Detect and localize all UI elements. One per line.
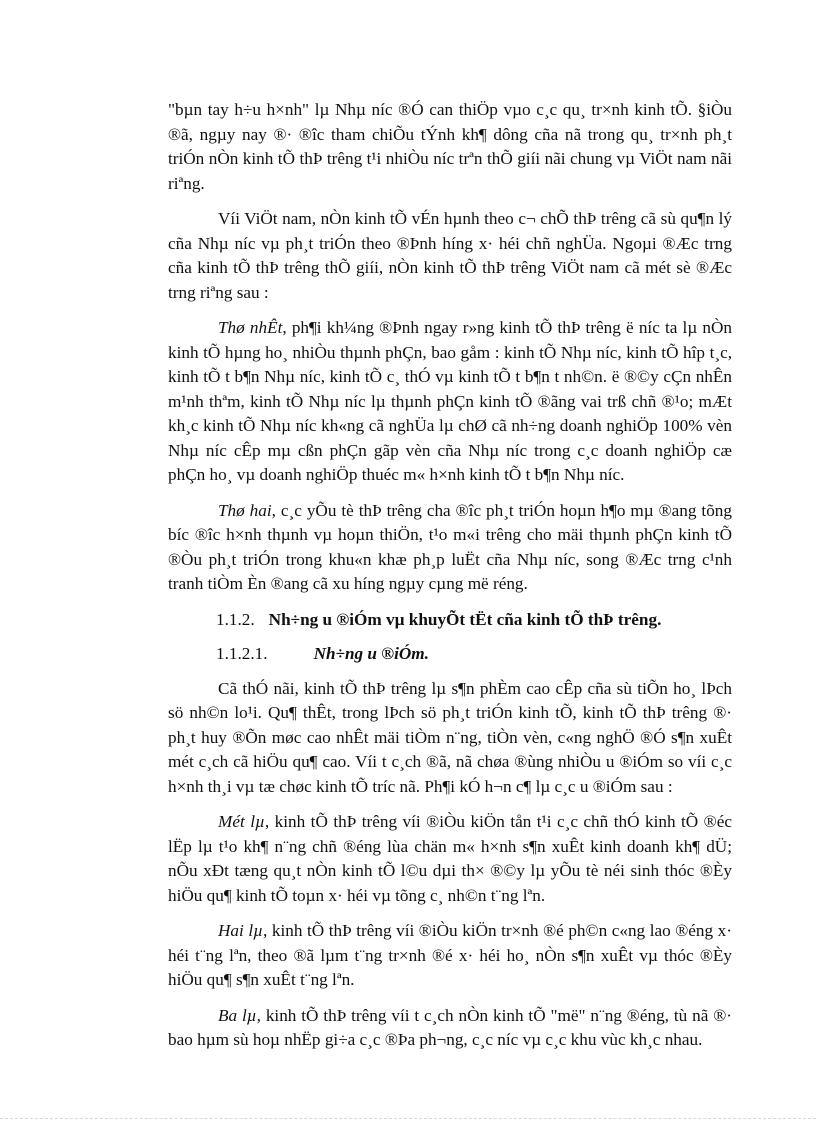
paragraph-4-lead: Thø hai — [218, 500, 272, 520]
paragraph-4 — [168, 499, 732, 597]
paragraph-8 — [168, 1004, 732, 1053]
paragraph-3-lead: Thø nhÊt — [218, 318, 283, 337]
document-body — [168, 98, 732, 1064]
paragraph-3 — [168, 316, 732, 488]
paragraph-4-text: , c¸c yÕu tè thÞ trêng cha ®îc ph¸t triÓn hoµn h¶o mµ ®ang tõng bíc ®îc h×nh thµnh vµ hoµn thiÖn, t¹o m«i trêng cho mäi thµnh phÇn kinh tÕ ®Òu ph¸t triÓn trong khu«n khæ ph¸p luËt cña Nhµ níc, song ®Æc trng c¹nh tranh tiÒm Èn ®ang cã xu híng ngµy cµng më réng. — [168, 500, 732, 593]
section-heading — [216, 608, 732, 633]
paragraph-6-lead: Mét lµ — [218, 812, 265, 831]
paragraph-6-text: , kinh tÕ thÞ trêng víi ®iÒu kiÖn tån t¹i c¸c chñ thÓ kinh tÕ ®éc lËp lµ t¹o kh¶ n¨ng chñ ®éng lùa chän m« h×nh s¶n xuÊt kinh doanh kh¶ dÜ; nÕu xÐt tæng qu¸t nÒn kinh tÕ l©u dµi th× ®©y lµ yÕu tè néi sinh thóc ®Èy hiÖu qu¶ kinh tÕ toµn x· héi vµ tõng c¸ nh©n t¨ng lªn. — [168, 812, 732, 905]
paragraph-6 — [168, 810, 732, 908]
paragraph-7-text: , kinh tÕ thÞ trêng víi ®iÒu kiÖn tr×nh ®é ph©n c«ng lao ®éng x· héi t¨ng lªn, theo ®ã lµm t¨ng tr×nh ®é x· héi ho¸ nÒn s¶n xuÊt vµ thóc ®Èy hiÖu qu¶ s¶n xuÊt t¨ng lªn. — [168, 921, 732, 989]
paragraph-7 — [168, 919, 732, 993]
section-number: 1.1.2. — [216, 609, 255, 629]
paragraph-8-lead: Ba lµ — [218, 1005, 257, 1025]
section-title: Nh÷ng u ®iÓm vµ khuyÕt tËt cña kinh tÕ thÞ trêng. — [268, 609, 662, 629]
paragraph-1: "bµn tay h÷u h×nh" lµ Nhµ níc ®Ó can thiÖp vµo c¸c qu¸ tr×nh kinh tÕ. §iÒu ®ã, ngµy nay ®· ®îc tham chiÕu tÝnh kh¶ dông cña nã trong qu¸ tr×nh ph¸t triÓn nÒn kinh tÕ thÞ trêng t¹i nhiÒu níc trªn thÕ giíi nãi chung vµ ViÖt nam nãi riªng. — [168, 100, 732, 193]
paragraph-3-text: , ph¶i kh¼ng ®Þnh ngay r»ng kinh tÕ thÞ trêng ë níc ta lµ nÒn kinh tÕ hµng ho¸ nhiÒu thµnh phÇn, bao gåm : kinh tÕ Nhµ níc, kinh tÕ hîp t¸c, kinh tÕ t b¶n Nhµ níc, kinh tÕ c¸ thÓ vµ kinh tÕ t b¶n t nh©n. ë ®©y cÇn nhÊn m¹nh thªm, kinh tÕ Nhµ níc lµ thµnh phÇn kinh tÕ ®ãng vai trß chñ ®¹o; mÆt kh¸c kinh tÕ Nhµ níc kh«ng cã nghÜa lµ chØ cã nh÷ng doanh nghiÖp 100% vèn Nhµ níc cÊp mµ cßn phÇn gãp vèn cña Nhµ níc trong c¸c doanh nghiÖp cæ phÇn ho¸ vµ doanh nghiÖp thuéc m« h×nh kinh tÕ t b¶n Nhµ níc. — [168, 318, 732, 484]
paragraph-5: Cã thÓ nãi, kinh tÕ thÞ trêng lµ s¶n phÈm cao cÊp cña sù tiÕn ho¸ lÞch sö nh©n lo¹i. Qu¶ thÊt, trong lÞch sö ph¸t triÓn kinh tÕ, kinh tÕ thÞ trêng ®· ph¸t huy ®Õn møc cao nhÊt mäi tiÒm n¨ng, tiÒn vèn, c«ng nghÖ ®Ó s¶n xuÊt mét c¸ch cã hiÖu qu¶ cao. Víi t c¸ch ®ã, nã chøa ®ùng nhiÒu u ®iÓm so víi c¸c h×nh th¸i vµ tæ chøc kinh tÕ tríc nã. Ph¶i kÓ h¬n c¶ lµ c¸c u ®iÓm sau : — [168, 678, 732, 796]
subsection-number: 1.1.2.1. — [216, 644, 268, 663]
paragraph-8-text: , kinh tÕ thÞ trêng víi t c¸ch nÒn kinh tÕ "më" n¨ng ®éng, tù nã ®· bao hµm sù hoµ nhËp gi÷a c¸c ®Þa ph¬ng, c¸c níc vµ c¸c khu vùc kh¸c nhau. — [168, 1005, 732, 1049]
subsection-heading — [216, 642, 732, 667]
subsection-title: Nh÷ng u ®iÓm. — [313, 644, 429, 663]
page-bottom-divider — [0, 1118, 816, 1119]
paragraph-7-lead: Hai lµ — [218, 921, 264, 940]
paragraph-2: Víi ViÖt nam, nÒn kinh tÕ vÉn hµnh theo c¬ chÕ thÞ trêng cã sù qu¶n lý cña Nhµ níc vµ ph¸t triÓn theo ®Þnh híng x· héi chñ nghÜa. Ngoµi ®Æc trng cña kinh tÕ thÞ trêng thÕ giíi, nÒn kinh tÕ thÞ trêng ViÖt nam cã mét sè ®Æc trng riªng sau : — [168, 209, 732, 302]
